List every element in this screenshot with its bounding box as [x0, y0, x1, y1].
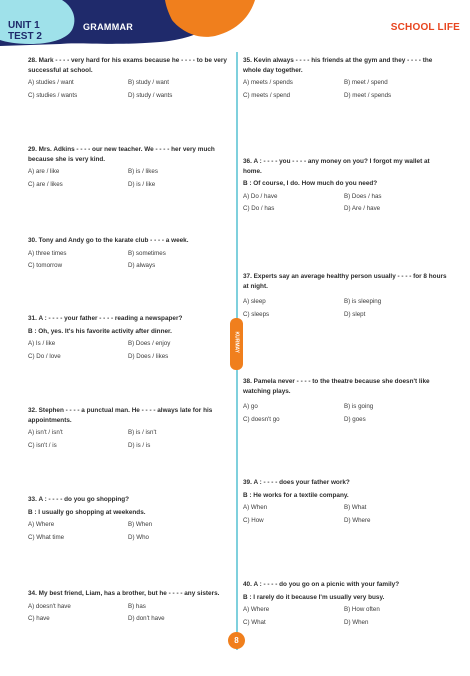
question-stem [243, 478, 449, 488]
question-dialog: B : He works for a textile company. [243, 491, 349, 499]
question-text: Pamela never - - - - to the theatre because she doesn't like watching plays. [243, 378, 430, 395]
option-b[interactable]: B) is / likes [128, 168, 158, 175]
brand-logo-text: KURMAY [233, 331, 240, 353]
option-d[interactable]: D) slept [344, 310, 366, 318]
option-d[interactable]: D) Who [128, 533, 149, 541]
question-text: A : - - - - do you go shopping? [38, 496, 130, 503]
option-d[interactable]: D) study / wants [128, 91, 173, 99]
question-text: Experts say an average healthy person usually - - - - for 8 hours at night. [243, 273, 447, 290]
option-c[interactable]: C) How [243, 516, 264, 524]
question-38 [243, 377, 449, 424]
options [243, 192, 449, 214]
question-number: 37. [243, 273, 252, 280]
question-stem [243, 56, 449, 75]
unit-label: UNIT 1 [8, 20, 40, 31]
options [28, 602, 233, 624]
option-c[interactable]: C) isn't / is [28, 441, 57, 449]
option-a[interactable]: A) meets / spends [243, 79, 293, 86]
question-32 [28, 406, 233, 450]
option-c[interactable]: C) Do / has [243, 205, 275, 212]
question-number: 38. [243, 378, 252, 385]
page-number: 8 [228, 632, 245, 649]
question-number: 28. [28, 57, 37, 64]
option-b[interactable]: B) How often [344, 606, 380, 613]
question-31 [28, 314, 233, 361]
option-b[interactable]: B) is / isn't [128, 429, 157, 436]
option-a[interactable]: A) Is / like [28, 340, 56, 347]
option-c[interactable]: C) Do / love [28, 352, 61, 360]
options [243, 78, 449, 100]
question-dialog: B : I usually go shopping at weekends. [28, 508, 146, 516]
question-37 [243, 272, 449, 319]
question-number: 30. [28, 237, 37, 244]
question-number: 34. [28, 590, 37, 597]
option-c[interactable]: C) are / likes [28, 180, 63, 188]
question-29 [28, 145, 233, 189]
option-c[interactable]: C) What time [28, 533, 65, 541]
option-d[interactable]: D) always [128, 262, 156, 269]
question-text: Kevin always - - - - his friends at the gym and they - - - - the whole day together. [243, 57, 433, 74]
question-number: 33. [28, 496, 37, 503]
option-a[interactable]: A) sleep [243, 298, 266, 305]
options [28, 428, 233, 450]
question-text: Stephen - - - - a punctual man. He - - - - always late for his appointments. [28, 407, 213, 424]
test-label: TEST 2 [8, 31, 42, 42]
option-c[interactable]: C) studies / wants [28, 91, 78, 99]
question-number: 32. [28, 407, 37, 414]
option-d[interactable]: D) Does / likes [128, 352, 169, 360]
option-b[interactable]: B) Does / enjoy [128, 340, 171, 347]
options [243, 503, 449, 525]
question-stem [243, 377, 449, 396]
question-text: A : - - - - your father - - - - reading a newspaper? [38, 315, 183, 322]
option-a[interactable]: A) are / like [28, 168, 60, 175]
option-c[interactable]: C) What [243, 618, 266, 626]
option-d[interactable]: D) Where [344, 516, 371, 524]
question-33 [28, 495, 233, 542]
topic-title: SCHOOL LIFE [390, 22, 460, 33]
option-d[interactable]: D) meet / spends [344, 91, 392, 99]
question-35 [243, 56, 449, 100]
option-a[interactable]: A) When [243, 504, 268, 511]
option-d[interactable]: D) don't have [128, 615, 165, 622]
option-d[interactable]: D) is / like [128, 180, 156, 188]
option-a[interactable]: A) go [243, 403, 258, 410]
options [243, 605, 449, 627]
option-a[interactable]: A) isn't / isn't [28, 429, 63, 436]
option-a[interactable]: A) Do / have [243, 192, 278, 200]
question-text: Tony and Andy go to the karate club - - - - a week. [38, 237, 189, 244]
question-stem [28, 495, 233, 505]
question-stem [28, 236, 233, 246]
option-b[interactable]: B) meet / spend [344, 79, 388, 86]
question-40 [243, 580, 449, 627]
option-a[interactable]: A) Where [243, 606, 270, 613]
question-text: My best friend, Liam, has a brother, but he - - - - any sisters. [38, 590, 220, 597]
option-b[interactable]: B) is sleeping [344, 298, 382, 305]
question-text: A : - - - - does your father work? [253, 479, 350, 486]
question-stem [28, 589, 233, 599]
question-dialog: B : Of course, I do. How much do you need? [243, 180, 378, 187]
question-dialog: B : I rarely do it because I'm usually very busy. [243, 593, 385, 601]
options [28, 520, 233, 542]
option-a[interactable]: A) doesn't have [28, 602, 71, 610]
option-a[interactable]: A) studies / want [28, 79, 74, 86]
question-number: 40. [243, 581, 252, 588]
option-b[interactable]: B) has [128, 602, 146, 610]
options [243, 402, 449, 424]
question-stem [243, 157, 449, 176]
option-b[interactable]: B) Does / has [344, 192, 382, 200]
question-34 [28, 589, 233, 624]
question-number: 35. [243, 57, 252, 64]
option-b[interactable]: B) When [128, 521, 153, 528]
options [243, 297, 449, 319]
question-stem [28, 314, 233, 324]
question-text: A : - - - - you - - - - any money on you? I forgot my wallet at home. [243, 158, 430, 175]
section-title: GRAMMAR [83, 22, 134, 32]
option-c[interactable]: C) doesn't go [243, 415, 280, 423]
option-b[interactable]: B) What [344, 504, 367, 511]
option-c[interactable]: C) tomorrow [28, 262, 63, 269]
option-d[interactable]: D) Are / have [344, 205, 381, 212]
option-c[interactable]: C) have [28, 615, 50, 622]
question-30 [28, 236, 233, 271]
options [28, 339, 233, 361]
question-stem [28, 56, 233, 75]
options [28, 249, 233, 271]
question-number: 39. [243, 479, 252, 486]
question-number: 29. [28, 146, 37, 153]
page-header [0, 0, 470, 46]
question-dialog: B : Oh, yes. It's his favorite activity after dinner. [28, 327, 172, 335]
question-text: A : - - - - do you go on a picnic with your family? [253, 581, 400, 588]
question-28 [28, 56, 233, 100]
option-d[interactable]: D) is / is [128, 441, 151, 449]
question-stem [28, 145, 233, 164]
question-number: 36. [243, 158, 252, 165]
option-a[interactable]: A) three times [28, 249, 67, 257]
option-d[interactable]: D) goes [344, 415, 366, 423]
question-text: Mrs. Adkins - - - - our new teacher. We - - - - her very much because she is very kind. [28, 146, 215, 163]
option-d[interactable]: D) When [344, 618, 369, 626]
question-text: Mark - - - - very hard for his exams because he - - - - to be very successful at school. [28, 57, 227, 74]
question-number: 31. [28, 315, 37, 322]
option-b[interactable]: B) sometimes [128, 249, 166, 257]
question-36 [243, 157, 449, 214]
option-a[interactable]: A) Where [28, 521, 55, 528]
option-b[interactable]: B) study / want [128, 79, 169, 86]
question-stem [243, 580, 449, 590]
option-c[interactable]: C) sleeps [243, 310, 270, 318]
option-c[interactable]: C) meets / spend [243, 91, 291, 99]
options [28, 78, 233, 100]
question-stem [243, 272, 449, 291]
question-39 [243, 478, 449, 525]
options [28, 167, 233, 189]
option-b[interactable]: B) is going [344, 403, 374, 410]
question-stem [28, 406, 233, 425]
